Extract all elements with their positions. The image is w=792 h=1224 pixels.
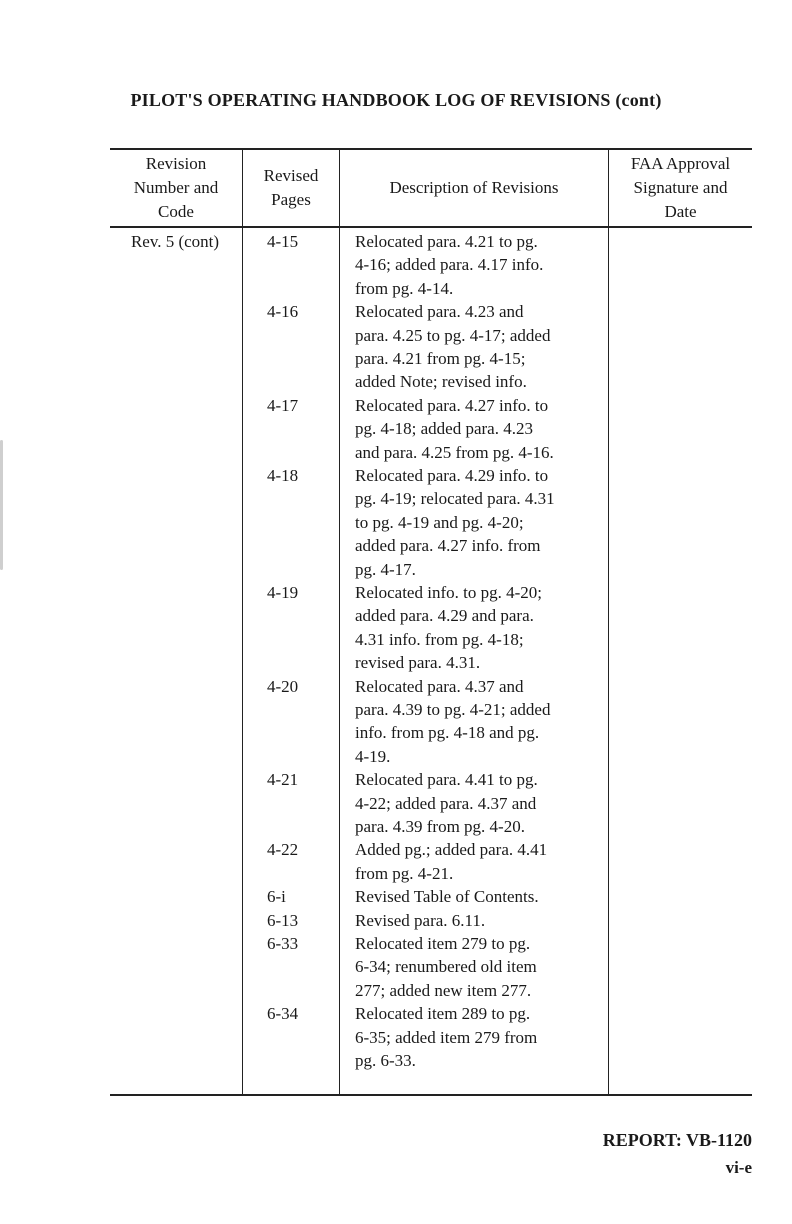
revised-page: 4-21 [267, 770, 299, 790]
page-number: vi-e [725, 1158, 752, 1177]
header-revision-number: Revision Number and Code [133, 154, 219, 221]
revised-page: 4-17 [267, 395, 299, 415]
revision-description: Relocated info. to pg. 4-20; added para. 4.29 and para. 4.31 info. from pg. 4-18; revised para. 4.31. [355, 582, 542, 673]
revision-description: Relocated item 289 to pg. 6-35; added item 279 from pg. 6-33. [355, 1004, 538, 1070]
header-description: Description of Revisions [389, 178, 559, 197]
revision-code: Rev. 5 (cont) [130, 232, 220, 251]
header-faa-approval: FAA Approval Signature and Date [630, 154, 731, 221]
table-bottom-rule [110, 1094, 752, 1096]
revision-description: Relocated para. 4.21 to pg. 4-16; added para. 4.17 info. from pg. 4-14. [355, 232, 544, 298]
revised-page: 4-15 [267, 232, 299, 251]
revised-page: 6-33 [267, 933, 299, 953]
descriptions-list [355, 230, 605, 1072]
revised-page: 6-i [267, 887, 286, 907]
revised-pages-list [243, 230, 339, 1072]
column-divider-3 [608, 148, 609, 1094]
revision-description: Relocated item 279 to pg. 6-34; renumbered old item 277; added new item 277. [355, 933, 537, 1000]
table-header-rule [110, 226, 752, 228]
revision-description: Added pg.; added para. 4.41 from pg. 4-21. [355, 840, 548, 883]
revision-description: Relocated para. 4.37 and para. 4.39 to pg. 4-21; added info. from pg. 4-18 and pg. 4-19. [355, 676, 551, 766]
column-divider-2 [339, 148, 340, 1094]
revised-page: 4-22 [267, 840, 299, 860]
revised-page: 6-13 [267, 910, 299, 930]
revision-description: Revised para. 6.11. [355, 910, 486, 930]
revision-description: Relocated para. 4.23 and para. 4.25 to pg. 4-17; added para. 4.21 from pg. 4-15; added Note; revised info. [355, 302, 551, 392]
report-number: REPORT: VB-1120 [602, 1130, 752, 1150]
revised-page: 6-34 [267, 1004, 299, 1024]
revised-page: 4-19 [267, 582, 299, 602]
revised-page: 4-16 [267, 302, 299, 322]
revision-description: Relocated para. 4.27 info. to pg. 4-18; added para. 4.23 and para. 4.25 from pg. 4-16. [355, 395, 554, 462]
revision-description: Relocated para. 4.29 info. to pg. 4-19; relocated para. 4.31 to pg. 4-19 and pg. 4-20; added para. 4.27 info. from pg. 4-17. [355, 465, 555, 579]
revision-description: Revised Table of Contents. [355, 887, 539, 907]
revised-page: 4-18 [267, 465, 299, 485]
page-title: PILOT'S OPERATING HANDBOOK LOG OF REVISIONS (cont) [130, 90, 662, 110]
revision-description: Relocated para. 4.41 to pg. 4-22; added para. 4.37 and para. 4.39 from pg. 4-20. [355, 770, 538, 836]
scan-edge-mark [0, 440, 3, 570]
header-revised-pages: Revised Pages [263, 166, 319, 209]
revised-page: 4-20 [267, 676, 299, 696]
